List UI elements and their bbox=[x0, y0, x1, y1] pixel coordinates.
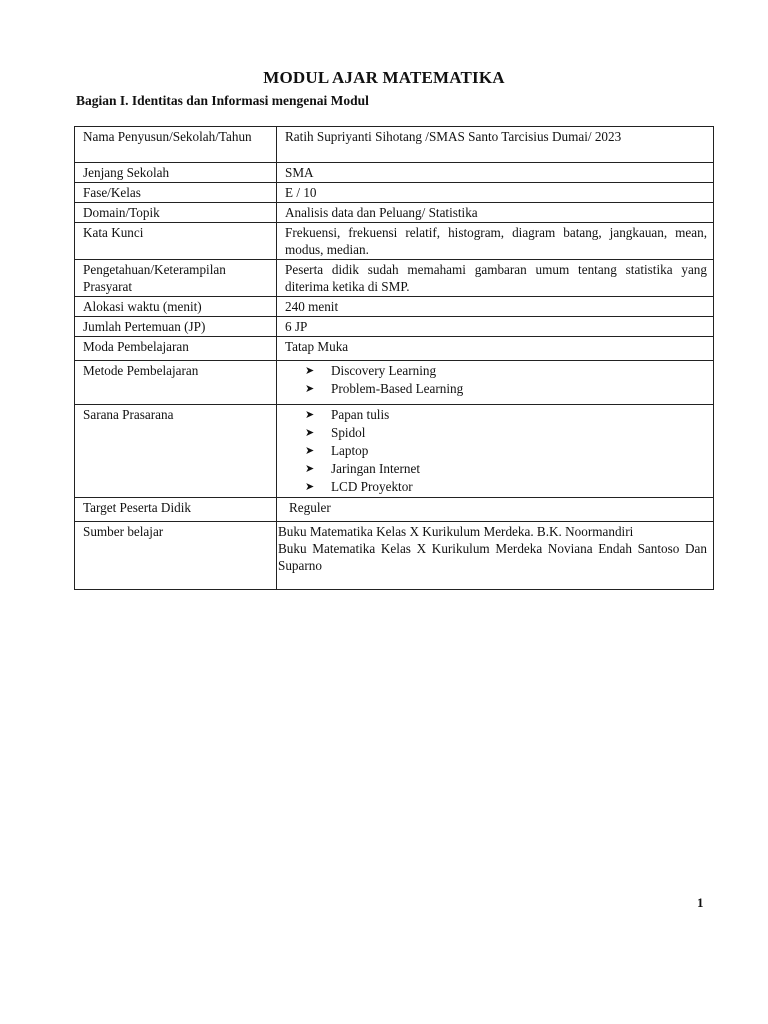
table-row bbox=[75, 317, 714, 337]
row-label: Fase/Kelas bbox=[75, 183, 277, 203]
list-item bbox=[305, 442, 707, 460]
table-row bbox=[75, 163, 714, 183]
row-value bbox=[277, 498, 714, 522]
list-item-label: Problem-Based Learning bbox=[331, 381, 464, 396]
table-row bbox=[75, 297, 714, 317]
list-item bbox=[305, 362, 707, 380]
row-label: Sumber belajar bbox=[75, 522, 277, 590]
arrow-bullet-icon: ➤ bbox=[305, 365, 315, 377]
row-label: Target Peserta Didik bbox=[75, 498, 277, 522]
row-value: Tatap Muka bbox=[277, 337, 714, 361]
row-label: Jumlah Pertemuan (JP) bbox=[75, 317, 277, 337]
list-item-label: LCD Proyektor bbox=[331, 479, 413, 494]
arrow-bullet-icon: ➤ bbox=[305, 383, 315, 395]
row-value: 6 JP bbox=[277, 317, 714, 337]
row-value bbox=[277, 405, 714, 498]
table-row bbox=[75, 405, 714, 498]
table-row bbox=[75, 522, 714, 590]
list-item-label: Papan tulis bbox=[331, 407, 390, 422]
row-label: Alokasi waktu (menit) bbox=[75, 297, 277, 317]
list-item bbox=[305, 460, 707, 478]
list-item bbox=[305, 424, 707, 442]
arrow-bullet-icon: ➤ bbox=[305, 409, 315, 421]
list-item-label: Laptop bbox=[331, 443, 369, 458]
table-row bbox=[75, 337, 714, 361]
row-label: Metode Pembelajaran bbox=[75, 361, 277, 405]
list-item-label: Spidol bbox=[331, 425, 366, 440]
arrow-bullet-icon: ➤ bbox=[305, 445, 315, 457]
row-value: Analisis data dan Peluang/ Statistika bbox=[277, 203, 714, 223]
row-value-text: Reguler bbox=[289, 500, 331, 515]
table-row bbox=[75, 498, 714, 522]
source-line: Buku Matematika Kelas X Kurikulum Merdeka. B.K. Noormandiri bbox=[278, 524, 634, 539]
row-value: Frekuensi, frekuensi relatif, histogram, diagram batang, jangkauan, mean, modus, median. bbox=[277, 223, 714, 260]
method-list bbox=[285, 362, 707, 398]
row-value: SMA bbox=[277, 163, 714, 183]
row-value bbox=[277, 361, 714, 405]
list-item-label: Jaringan Internet bbox=[331, 461, 420, 476]
table-row bbox=[75, 183, 714, 203]
table-row bbox=[75, 361, 714, 405]
row-label: Domain/Topik bbox=[75, 203, 277, 223]
section-heading: Bagian I. Identitas dan Informasi mengenai Modul bbox=[76, 93, 369, 108]
table-row bbox=[75, 203, 714, 223]
document-title: MODUL AJAR MATEMATIKA bbox=[263, 68, 505, 87]
arrow-bullet-icon: ➤ bbox=[305, 463, 315, 475]
row-label: Moda Pembelajaran bbox=[75, 337, 277, 361]
arrow-bullet-icon: ➤ bbox=[305, 481, 315, 493]
table-row bbox=[75, 223, 714, 260]
row-value: E / 10 bbox=[277, 183, 714, 203]
list-item bbox=[305, 478, 707, 496]
row-label: Sarana Prasarana bbox=[75, 405, 277, 498]
page-number: 1 bbox=[697, 895, 704, 910]
row-value: 240 menit bbox=[277, 297, 714, 317]
row-value: Ratih Supriyanti Sihotang /SMAS Santo Tarcisius Dumai/ 2023 bbox=[277, 127, 714, 163]
row-label: Nama Penyusun/Sekolah/Tahun bbox=[75, 127, 277, 163]
facility-list bbox=[285, 406, 707, 496]
list-item bbox=[305, 380, 707, 398]
source-line: Buku Matematika Kelas X Kurikulum Merdeka Noviana Endah Santoso Dan Suparno bbox=[278, 541, 707, 573]
row-value bbox=[277, 522, 714, 590]
row-value: Peserta didik sudah memahami gambaran umum tentang statistika yang diterima ketika di SMP. bbox=[277, 260, 714, 297]
table-row bbox=[75, 260, 714, 297]
list-item-label: Discovery Learning bbox=[331, 363, 437, 378]
row-label: Kata Kunci bbox=[75, 223, 277, 260]
row-label: Jenjang Sekolah bbox=[75, 163, 277, 183]
module-identity-table bbox=[74, 126, 714, 590]
arrow-bullet-icon: ➤ bbox=[305, 427, 315, 439]
row-label: Pengetahuan/Keterampilan Prasyarat bbox=[75, 260, 277, 297]
list-item bbox=[305, 406, 707, 424]
table-row bbox=[75, 127, 714, 163]
